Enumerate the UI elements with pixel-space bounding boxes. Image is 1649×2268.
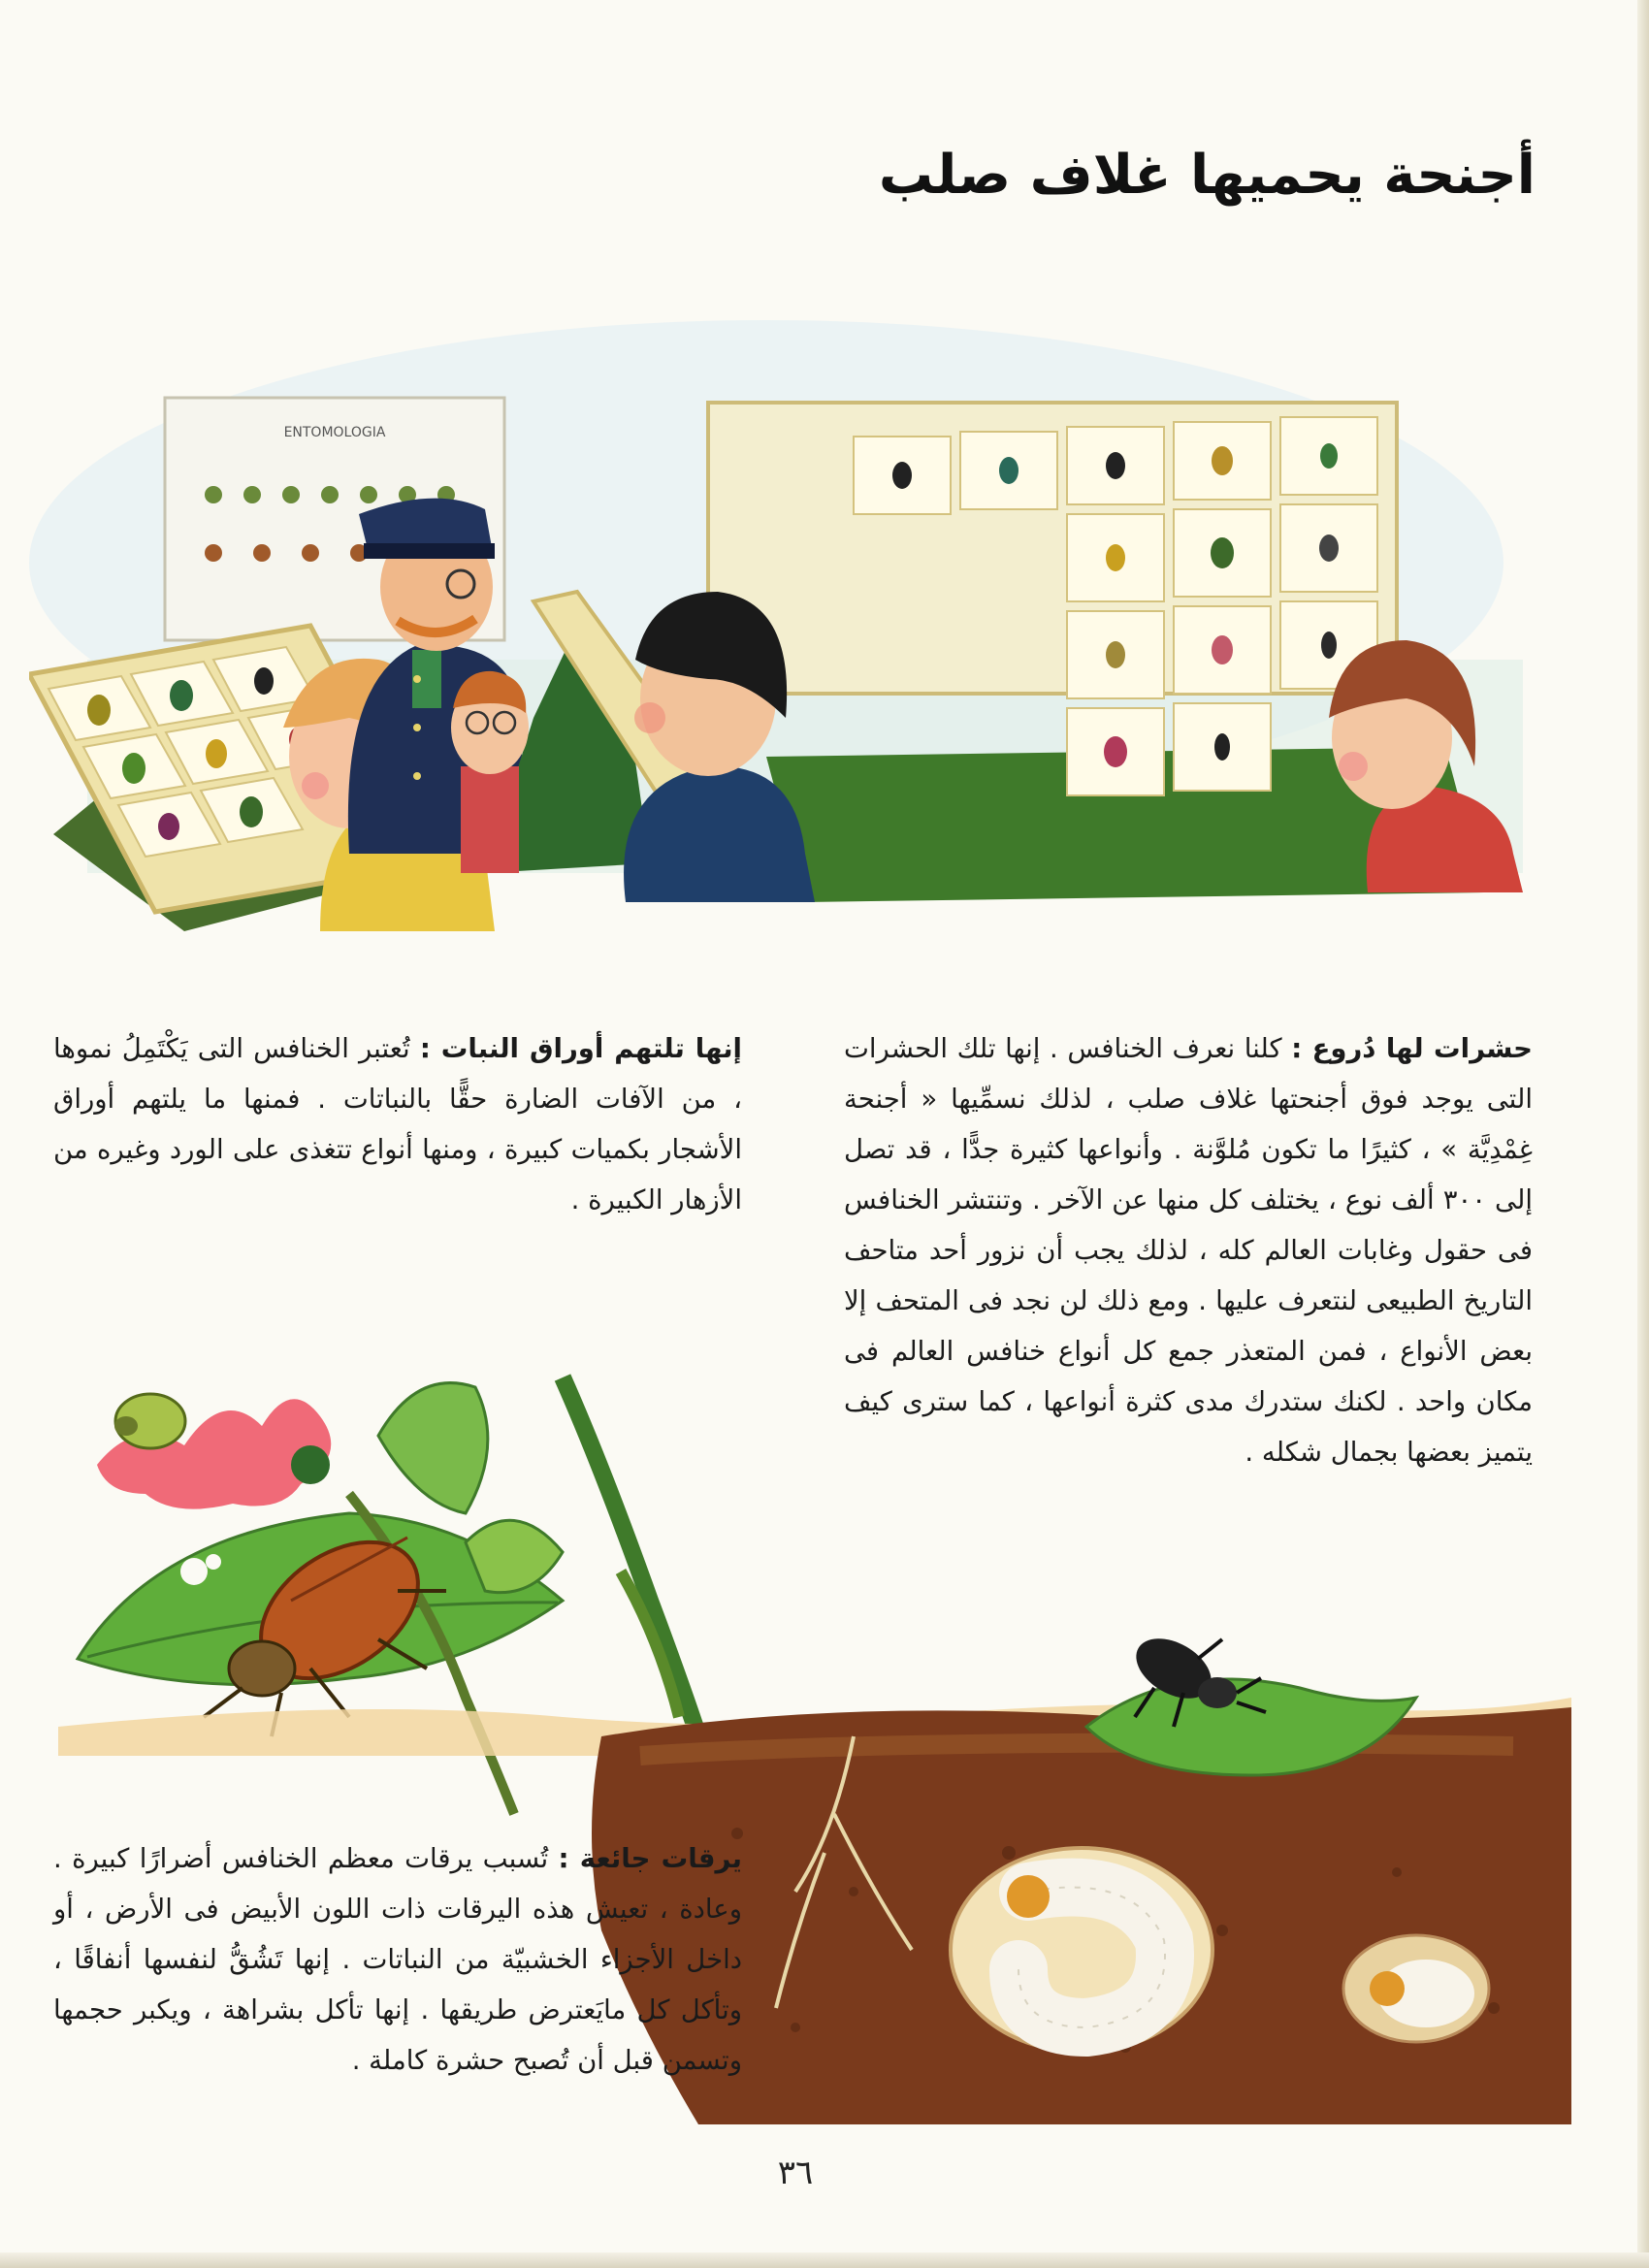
page-edge [1637,0,1649,2268]
small-green-beetle [114,1394,185,1448]
poster-caption: ENTOMOLOGIA [283,425,386,440]
section-heading: حشرات لها دُروع : [1291,1033,1533,1064]
upper-leaf [378,1383,488,1513]
museum-illustration [29,310,1552,931]
section-heading: يرقات جائعة : [558,1843,742,1874]
section-hungry-larvae [53,1833,742,2086]
larva-tunnel [1343,1935,1489,2042]
section-body: كلنا نعرف الخنافس . إنها تلك الحشرات التى يوجد فوق أجنحتها غلاف صلب ، لذلك نسمِّيها « أجنحة غِمْدِيَّة » ، كثيرًا ما تكون مُلوَّنة . وأنواعها كثيرة جدًّا ، قد تصل إلى ٣٠٠ ألف نوع ، يختلف كل منها عن الآخر . وتنتشر الخنافس فى حقول وغابات العالم كله ، لذلك يجب أن نزور أحد متاحف التاريخ الطبيعى لنتعرف عليها . ومع ذلك لن نجد فى المتحف إلا بعض الأنواع ، فمن المتعذر جمع كل أنواع خنافس العالم فى مكان واحد . لكنك ستدرك مدى كثرة أنواعها ، كما سترى كيف يتميز بعضها بجمال شكله . [844,1033,1533,1468]
section-heading: إنها تلتهم أوراق النبات : [419,1033,742,1064]
boy-glasses [451,671,529,873]
page-number: ٣٦ [777,2154,814,2192]
section-body: تُسبب يرقات معظم الخنافس أضرارًا كبيرة . وعادة ، تعيش هذه اليرقات ذات اللون الأبيض فى الأرض ، أو داخل الأجزاء الخشبيّة من النباتات . إنها تَشُقُّ لنفسها أنفاقًا ، وتأكل كل مايَعترض طريقها . إنها تأكل بشراهة ، ويكبر حجمها وتسمن قبل أن تُصبح حشرة كاملة . [53,1843,742,2076]
page-edge [0,2252,1649,2268]
section-body: تُعتبر الخنافس التى يَكْتَمِلُ نموها ، من الآفات الضارة حقًّا بالنباتات . فمنها ما يلتهم أوراق الأشجار بكميات كبيرة ، ومنها أنواع تتغذى على الورد وغيره من الأزهار الكبيرة . [53,1033,742,1215]
section-leaf-eaters [53,1023,742,1225]
page-title: أجنحة يحميها غلاف صلب [878,144,1536,207]
larva-chamber [951,1848,1212,2052]
